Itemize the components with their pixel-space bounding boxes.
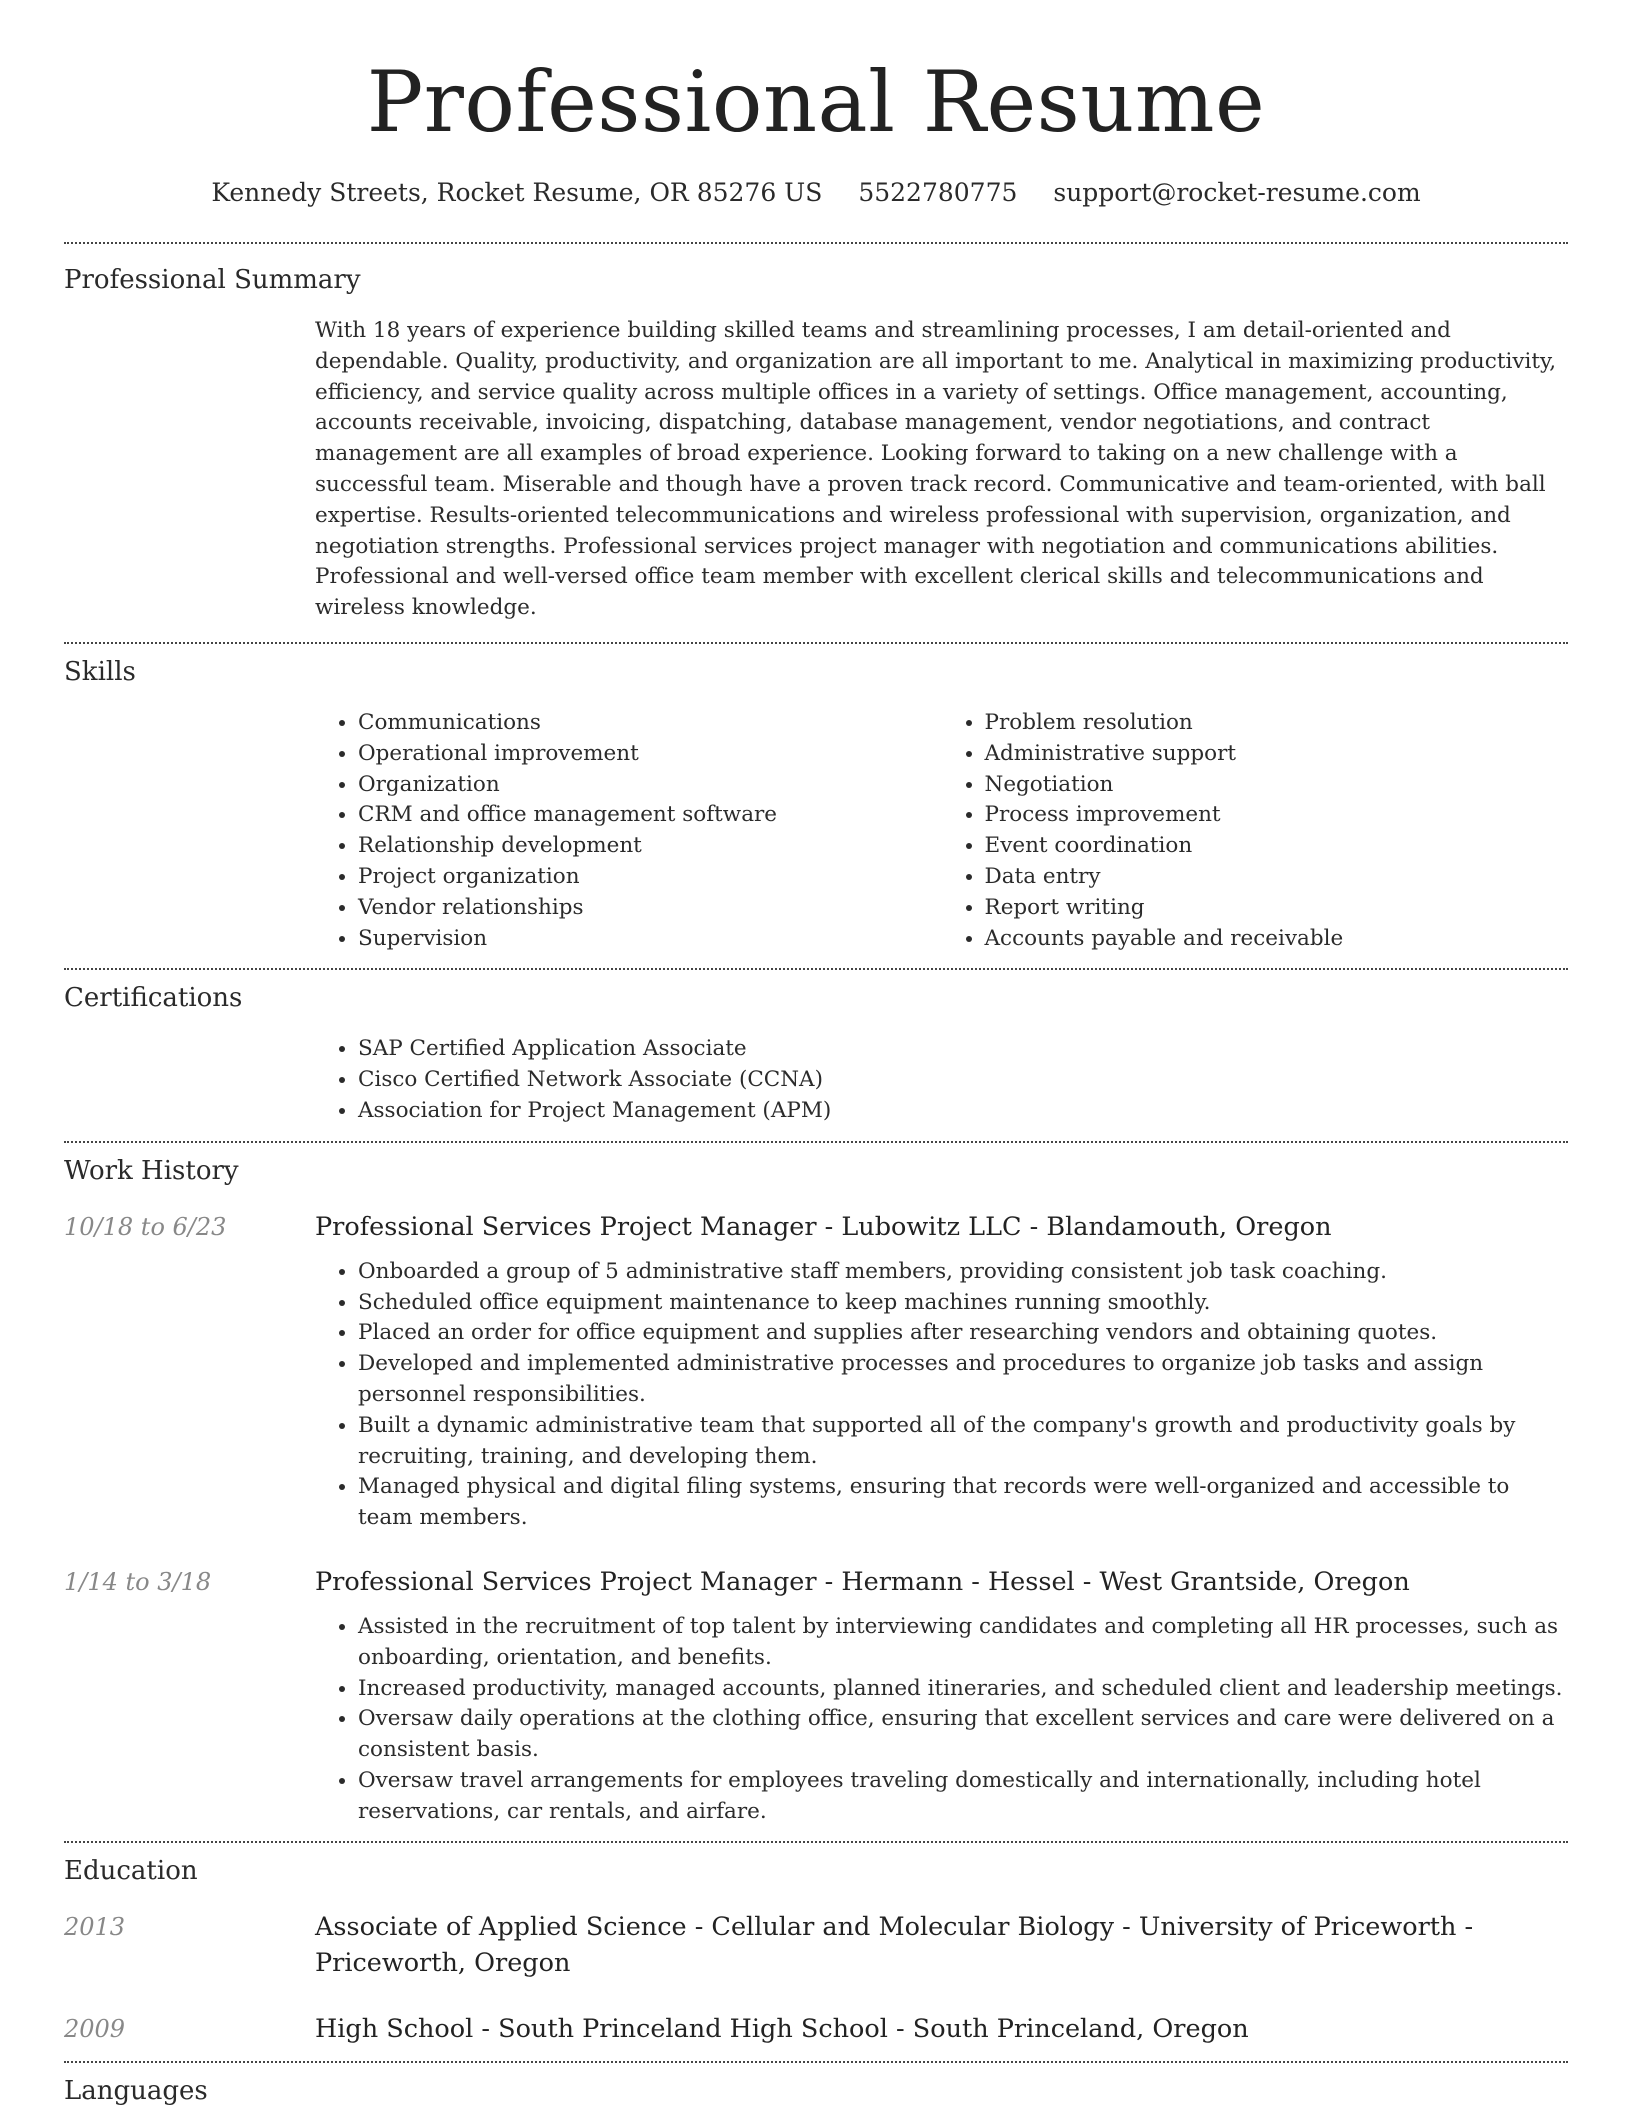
job-bullet: • Developed and implemented administrative processes and procedures to organize job tasks and assign personnel responsibilities. [358,1349,1568,1411]
education-title: High School - South Princeland High School - South Princeland, Oregon [315,2014,1249,2045]
certifications-section [64,970,1568,1140]
skill-item: • Report writing [985,893,1569,924]
work-history-heading: Work History [64,1155,239,1186]
education-title: Associate of Applied Science - Cellular and Molecular Biology - University of Priceworth - Priceworth, Oregon [315,1912,1474,1979]
job-bullet: • Assisted in the recruitment of top talent by interviewing candidates and completing all HR processes, such as onboarding, orientation, and benefits. [358,1612,1568,1674]
contact-phone: 5522780775 [858,178,1018,207]
skill-item: • Organization [358,770,942,801]
job-bullet: • Built a dynamic administrative team that supported all of the company's growth and productivity goals by recruiting, training, and developing them. [358,1411,1568,1473]
summary-heading: Professional Summary [64,265,361,295]
resume-title: Professional Resume [366,53,1266,151]
contact-line [64,176,1568,210]
skill-item: • Negotiation [985,770,1569,801]
job-entry [64,1564,1568,1828]
education-year: 2009 [64,2015,126,2044]
contact-address: Kennedy Streets, Rocket Resume, OR 85276 US [211,178,823,207]
skill-item: • Event coordination [985,831,1569,862]
summary-text: With 18 years of experience building skilled teams and streamlining processes, I am detail-oriented and dependable. Quality, productivity, and organization are all important to me. Analytical in maximizing productivity, efficiency, and service quality across multiple offices in a variety of settings. Office management, accounting, accounts receivable, invoicing, dispatching, database management, vendor negotiations, and contract management are all examples of broad experience. Looking forward to taking on a new challenge with a successful team. Miserable and though have a proven track record. Communicative and team-oriented, with ball expertise. Results-oriented telecommunications and wireless professional with supervision, organization, and negotiation strengths. Professional services project manager with negotiation and communications abilities. Professional and well-versed office team member with excellent clerical skills and telecommunications and wireless knowledge. [315,318,1557,621]
certification-item: • Association for Project Management (APM) [358,1096,1568,1127]
job-bullet: • Onboarded a group of 5 administrative staff members, providing consistent job task coaching. [358,1257,1568,1288]
skill-item: • Data entry [985,862,1569,893]
skills-list-left [315,708,942,954]
skill-item: • Supervision [358,924,942,955]
work-history-section [64,1143,1568,1842]
job-bullet: • Managed physical and digital filing systems, ensuring that records were well-organized and accessible to team members. [358,1472,1568,1534]
job-entry [64,1209,1568,1534]
skill-item: • Vendor relationships [358,893,942,924]
job-bullet: • Placed an order for office equipment and supplies after researching vendors and obtaining quotes. [358,1318,1568,1349]
job-bullet: • Oversaw daily operations at the clothing office, ensuring that excellent services and care were delivered on a consistent basis. [358,1704,1568,1766]
certification-item: • Cisco Certified Network Associate (CCNA) [358,1065,1568,1096]
languages-section-partial [64,2063,1568,2109]
skill-item: • Accounts payable and receivable [985,924,1569,955]
contact-email[interactable]: support@rocket-resume.com [1053,178,1421,207]
skill-item: • CRM and office management software [358,800,942,831]
skills-list-right [942,708,1569,954]
certification-item: • SAP Certified Application Associate [358,1034,1568,1065]
job-bullets [315,1612,1568,1828]
job-bullets [315,1257,1568,1534]
skills-heading: Skills [64,656,136,687]
job-bullet: • Increased productivity, managed accounts, planned itineraries, and scheduled client and leadership meetings. [358,1674,1568,1705]
skill-item: • Communications [358,708,942,739]
job-title: Professional Services Project Manager - Hermann - Hessel - West Grantside, Oregon [315,1566,1410,1597]
skill-item: • Relationship development [358,831,942,862]
job-dates: 10/18 to 6/23 [64,1212,227,1241]
summary-section [64,244,1568,642]
skills-section [64,644,1568,968]
skill-item: • Process improvement [985,800,1569,831]
education-heading: Education [64,1856,198,1887]
certifications-list [315,1034,1568,1126]
education-entry [64,1909,1568,1981]
skill-item: • Problem resolution [985,708,1569,739]
certifications-heading: Certifications [64,983,243,1014]
job-bullet: • Scheduled office equipment maintenance to keep machines running smoothly. [358,1288,1568,1319]
skill-item: • Operational improvement [358,739,942,770]
job-bullet: • Oversaw travel arrangements for employees traveling domestically and internationally, including hotel reservations, car rentals, and airfare. [358,1766,1568,1828]
job-title: Professional Services Project Manager - Lubowitz LLC - Blandamouth, Oregon [315,1211,1332,1242]
education-entry [64,2011,1568,2047]
skill-item: • Administrative support [985,739,1569,770]
education-section [64,1843,1568,2061]
education-year: 2013 [64,1913,126,1942]
skill-item: • Project organization [358,862,942,893]
languages-heading: Languages [64,2076,208,2107]
job-dates: 1/14 to 3/18 [64,1567,212,1596]
